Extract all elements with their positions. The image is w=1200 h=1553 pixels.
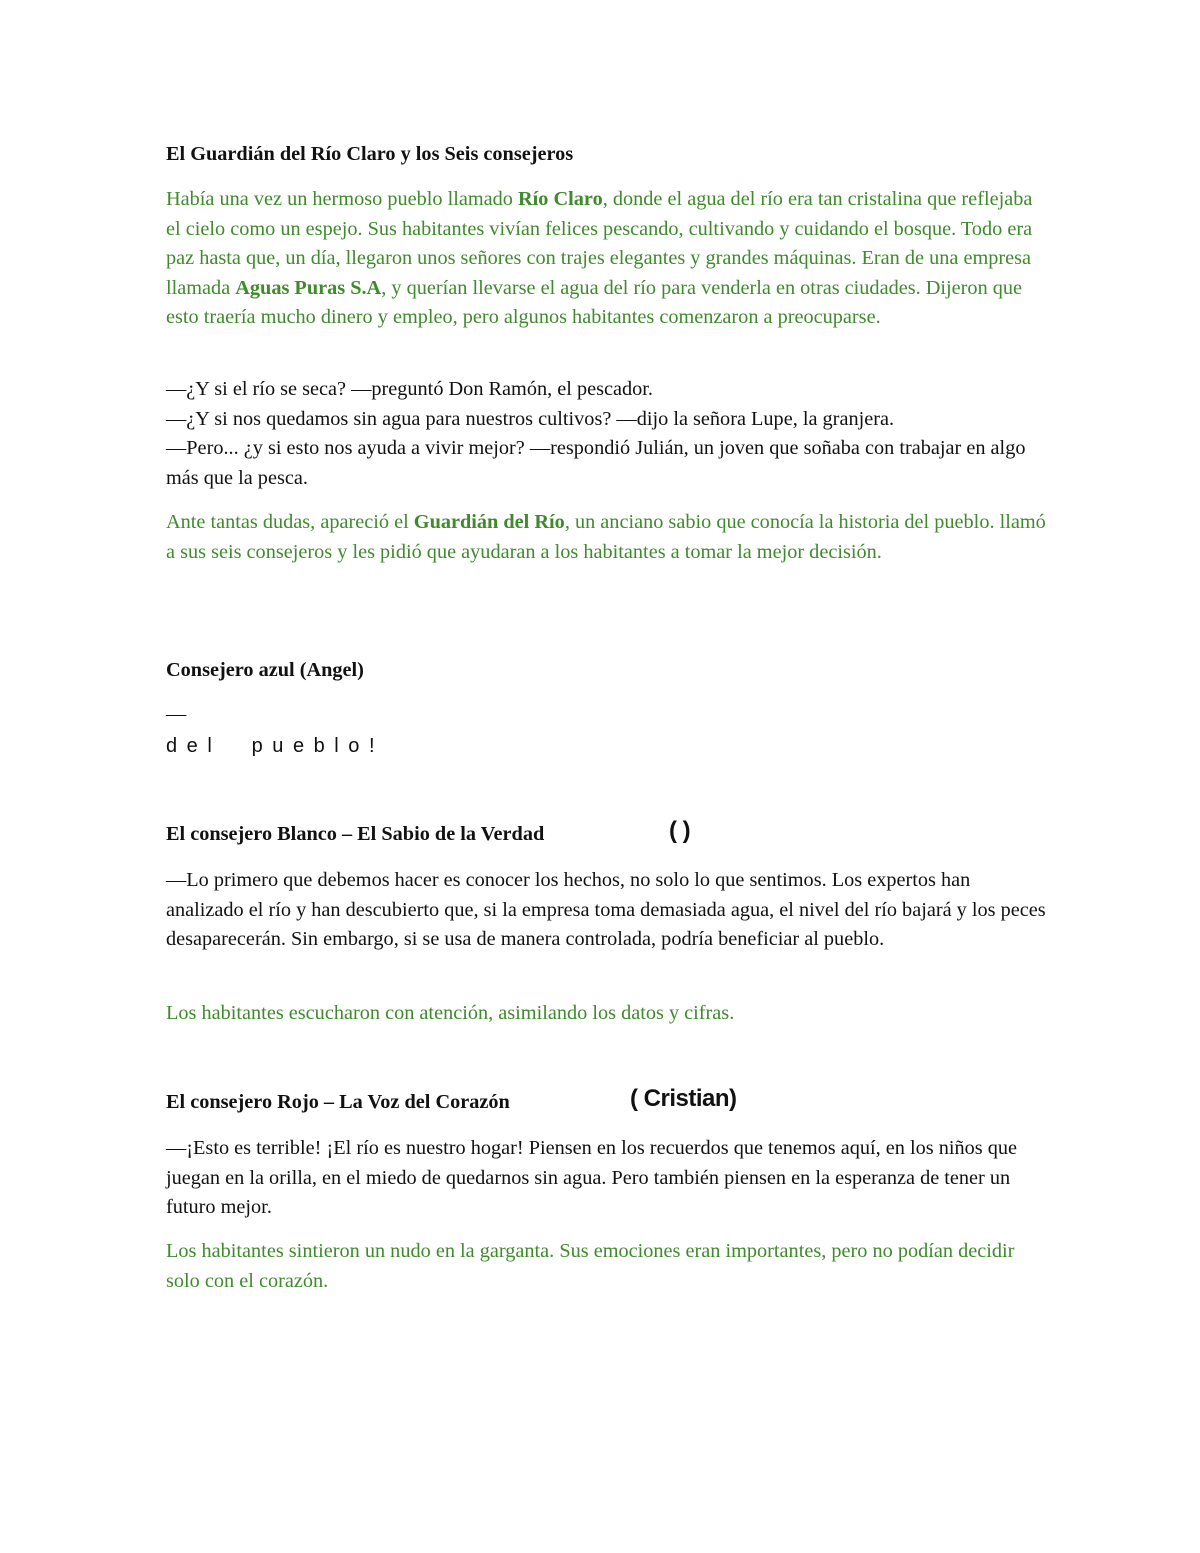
blanco-speech: —Lo primero que debemos hacer es conocer los hechos, no solo lo que sentimos. Los expertos han analizado el río y han descubierto que, si la empresa toma demasiada agua, el nivel del río bajará y los peces desaparecerán. Sin embargo, si se usa de manera controlada, podría beneficiar al pueblo. xyxy=(166,869,1046,951)
dialogue-line-julian: —Pero... ¿y si esto nos ayuda a vivir mejor? —respondió Julián, un joven que soñaba con trabajar en algo más que la pesca. xyxy=(166,437,1026,489)
guardian-text-2: , un anciano sabio que conocía la historia del pueblo. llamó a sus seis consejeros y les pidió que ayudaran a los habitantes a tomar la mejor decisión. xyxy=(166,511,1046,563)
dialogue-line-ramon: —¿Y si el río se seca? —preguntó Don Ramón, el pescador. xyxy=(166,378,653,400)
intro-text-1: Había una vez un hermoso pueblo llamado xyxy=(166,188,519,210)
blanco-name-tag: ( ) xyxy=(669,817,691,844)
guardian-name: Guardián del Río xyxy=(413,511,565,533)
dialogue-block xyxy=(166,375,1046,493)
guardian-paragraph xyxy=(166,508,1046,567)
document-title: El Guardián del Río Claro y los Seis consejeros xyxy=(166,143,574,165)
heading-consejero-rojo-row xyxy=(166,1085,1046,1118)
rojo-name-tag: ( Cristian) xyxy=(630,1085,737,1112)
intro-place-name: Río Claro xyxy=(518,188,603,210)
dialogue-line-lupe: —¿Y si nos quedamos sin agua para nuestros cultivos? —dijo la señora Lupe, la granjera. xyxy=(166,407,895,430)
intro-company-name: Aguas Puras S.A xyxy=(235,276,382,299)
intro-text-2: , donde el agua del río era tan cristalina que reflejaba el cielo como un espejo. Sus habitantes vivían felices pescando, cultivando y cuidando el bosque. Todo era paz hasta que, un día, llegaron unos señores con trajes elegantes y grandes máquinas. Eran de una empresa llamada xyxy=(166,188,1033,299)
heading-consejero-rojo: El consejero Rojo – La Voz del Corazón xyxy=(166,1091,510,1113)
azul-spaced-text: d e l p u e b l o ! xyxy=(166,735,377,757)
heading-consejero-blanco: El consejero Blanco – El Sabio de la Verdad xyxy=(166,823,545,845)
heading-consejero-azul: Consejero azul (Angel) xyxy=(166,659,364,681)
heading-consejero-blanco-row xyxy=(166,817,1046,850)
azul-dash: — xyxy=(166,703,187,725)
rojo-speech: —¡Esto es terrible! ¡El río es nuestro hogar! Piensen en los recuerdos que tenemos aquí, en los niños que juegan en la orilla, en el miedo de quedarnos sin agua. Pero también piensen en la esperanza de tener un futuro mejor. xyxy=(166,1137,1018,1219)
rojo-reaction: Los habitantes sintieron un nudo en la garganta. Sus emociones eran importantes, pero no podían decidir solo con el corazón. xyxy=(166,1240,1015,1292)
blanco-reaction: Los habitantes escucharon con atención, asimilando los datos y cifras. xyxy=(166,1002,735,1024)
guardian-text-1: Ante tantas dudas, apareció el xyxy=(166,511,414,533)
intro-text-3: , y querían llevarse el agua del río para venderla en otras ciudades. Dijeron que esto traería mucho dinero y empleo, pero algunos habitantes comenzaron a preocuparse. xyxy=(166,276,1023,329)
intro-paragraph xyxy=(166,185,1046,333)
